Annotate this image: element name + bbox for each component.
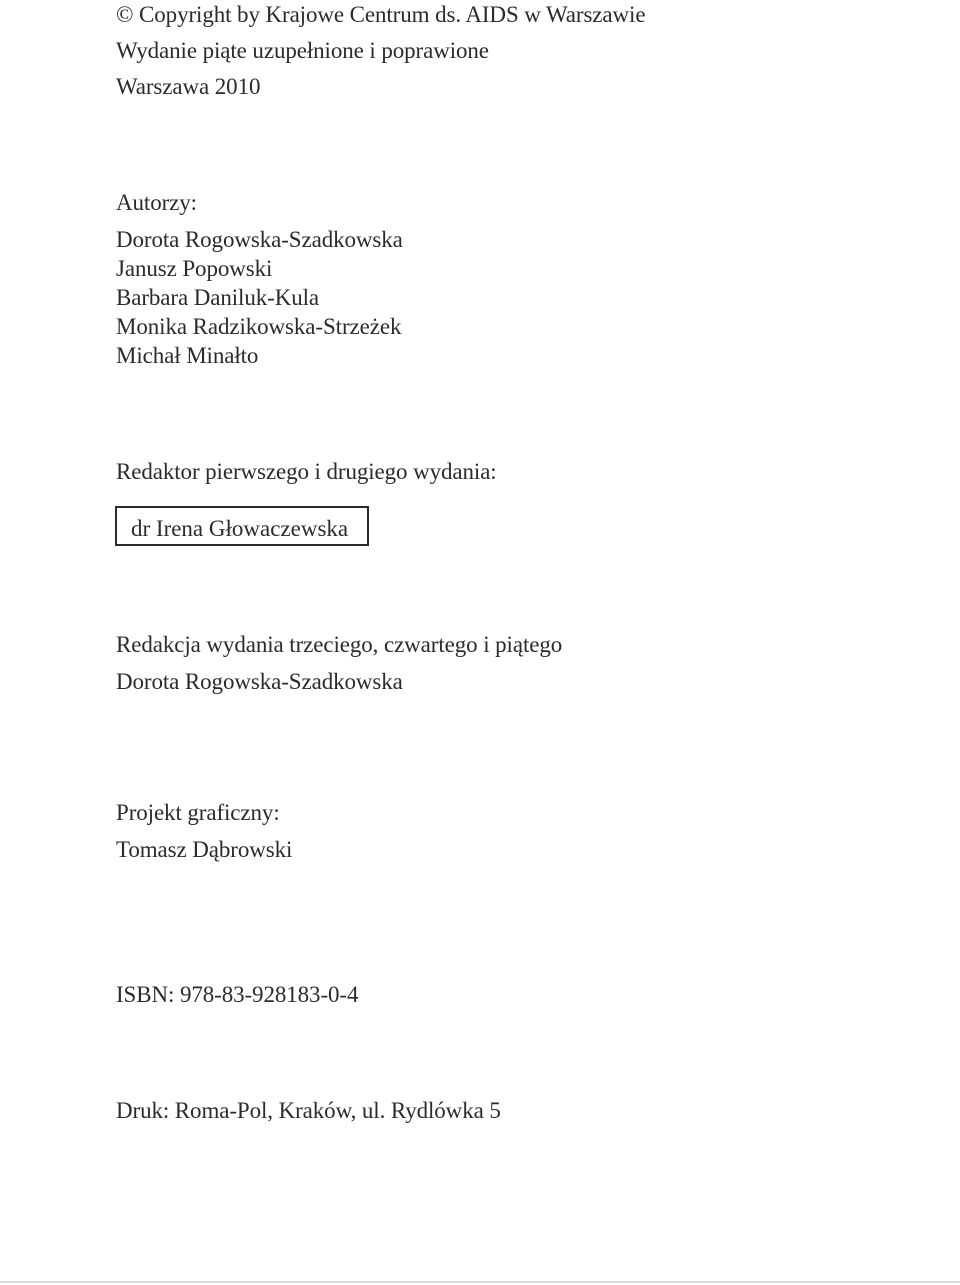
later-editor-heading: Redakcja wydania trzeciego, czwartego i piątego: [116, 632, 563, 657]
author-name: Monika Radzikowska-Strzeżek: [116, 314, 402, 339]
place-year-line: Warszawa 2010: [116, 74, 261, 99]
design-heading: Projekt graficzny:: [116, 800, 280, 825]
authors-heading: Autorzy:: [116, 190, 197, 215]
first-editor-box: [115, 506, 369, 546]
page-bottom-divider: [0, 1281, 960, 1283]
author-name: Barbara Daniluk-Kula: [116, 285, 320, 310]
author-name: Dorota Rogowska-Szadkowska: [116, 227, 403, 252]
author-name: Michał Minałto: [116, 343, 259, 368]
edition-line: Wydanie piąte uzupełnione i poprawione: [116, 38, 489, 63]
later-editor-name: Dorota Rogowska-Szadkowska: [116, 669, 403, 694]
printer-line: Druk: Roma-Pol, Kraków, ul. Rydlówka 5: [116, 1098, 501, 1123]
isbn-line: ISBN: 978-83-928183-0-4: [116, 982, 359, 1007]
first-editor-name: dr Irena Głowaczewska: [131, 516, 349, 541]
designer-name: Tomasz Dąbrowski: [116, 837, 293, 862]
author-name: Janusz Popowski: [116, 256, 273, 281]
copyright-line: © Copyright by Krajowe Centrum ds. AIDS w Warszawie: [116, 2, 646, 27]
first-editor-heading: Redaktor pierwszego i drugiego wydania:: [116, 459, 497, 484]
